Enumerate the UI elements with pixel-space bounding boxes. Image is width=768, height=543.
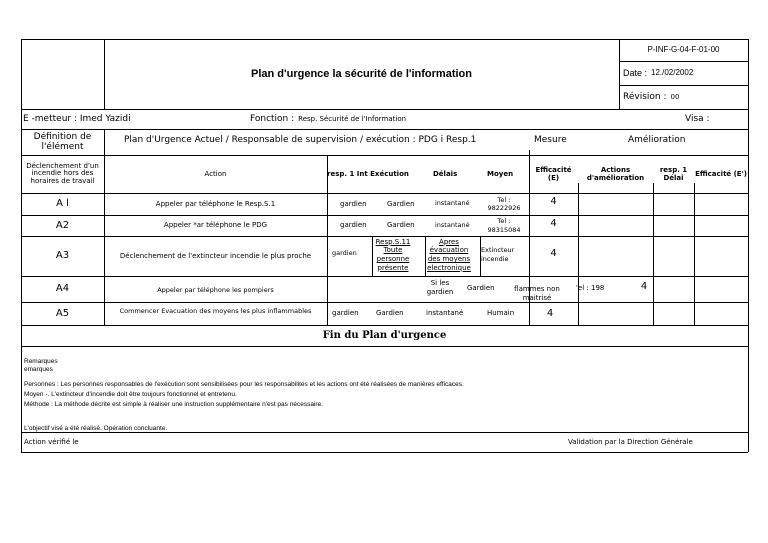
row-execution: Gardien: [387, 199, 415, 208]
emetteur: E -metteur : Imed Yazidi: [23, 113, 131, 124]
row-efficacite: 4: [550, 196, 557, 208]
row-delais: Gardien: [467, 283, 495, 292]
row-efficacite: 4: [546, 307, 554, 319]
col-actions-amelioration: Actions d'amélioration: [586, 165, 645, 182]
row-id: A l: [56, 198, 69, 210]
row-action: Appeler par téléphone les pompiers: [157, 286, 274, 295]
fin-plan-urgence: Fin du Plan d'urgence: [322, 329, 447, 341]
row-efficacite: 4: [550, 218, 557, 230]
remarks-moyen: Moyen -. L'extincteur d'incendie doit être toujours fonctionnel et entretenu.: [24, 391, 237, 398]
row-delais: instantané: [435, 199, 470, 208]
row-resp: gardien: [340, 199, 367, 208]
revision-label: Révision :: [623, 91, 667, 102]
row-action: Appeler par téléphone le Resp.S.1: [155, 199, 276, 208]
document-code: P-INF-G-04-F-01-00: [647, 45, 720, 55]
fonction-label: Fonction :: [250, 113, 295, 124]
visa: Visa :: [685, 113, 710, 124]
remarks-title: Remarques: [24, 358, 58, 365]
row-delais: Apres évacuation des moyens electronique: [427, 237, 471, 272]
col-action: Action: [204, 169, 227, 178]
col-moyen: Moyen: [487, 169, 514, 178]
row-resp: gardien: [332, 309, 359, 318]
mesure-label: Mesure: [534, 134, 567, 145]
revision-value: 00: [670, 92, 680, 101]
row-efficacite: 4: [550, 248, 557, 260]
col-delais: Délais: [433, 169, 458, 178]
col-resp-execution: resp. 1 Int Exécution: [327, 169, 409, 178]
definition-element: Définition de l'élément: [33, 131, 92, 152]
row-delais: instantané: [426, 309, 464, 318]
remarks-objectif: L'objectif visé a été réalisé. Opération concluante.: [24, 425, 168, 432]
col-efficacite-2: Efficacité (E'): [695, 169, 747, 178]
row-moyen: Tel : 98222926: [487, 195, 521, 212]
row-moyen: flammes non maitrisé: [514, 284, 560, 302]
row-id: A2: [55, 219, 70, 231]
row-resp: gardien: [340, 221, 367, 230]
date-field: [623, 61, 693, 85]
row-id: A3: [55, 250, 70, 262]
fonction-value: Resp. Sécurité de l'Information: [298, 114, 407, 123]
row-resp: gardien: [332, 249, 357, 258]
row-id: A5: [55, 307, 70, 319]
revision-field: [623, 85, 679, 109]
remarks-methode: Méthode : La méthode décrite est simple à réaliser une instruction supplémentaire n'est pas nécessaire.: [24, 401, 323, 408]
row-action: Commencer Evacuation des moyens les plus inflammables: [119, 307, 312, 316]
row-moyen: Tel : 98315084: [487, 217, 521, 234]
row-action: Appeler *ar téléphone le PDG: [163, 221, 268, 230]
col-resp-delai: resp. 1 Délai: [659, 165, 688, 182]
remarks-personnes: Personnes : Les personnes responsables de l'exécution sont sensibilisées pour les responsabilités et les actions ont été réalisées de manières efficaces.: [24, 381, 464, 388]
document-title: Plan d'urgence la sécurité de l'information: [250, 67, 472, 80]
validation-direction: Validation par la Direction Générale: [568, 437, 693, 446]
remarks-subtitle: emarques: [24, 366, 53, 373]
amelioration-label: Amélioration: [628, 134, 686, 145]
row-moyen: Extincteur incendie: [481, 245, 515, 263]
row-id: A4: [55, 283, 70, 295]
plan-description: Plan d'Urgence Actuel / Responsable de supervision / exécution : PDG i Resp.1: [124, 134, 477, 145]
row-action: Déclenchement de l'extincteur incendie le plus proche: [119, 251, 312, 260]
fonction-field: [250, 109, 406, 129]
date-value: 12./02/2002: [651, 68, 694, 78]
row-execution: Gardien: [376, 309, 404, 318]
col-declenchement: Déclenchement d'un incendie hors des horaires de travail: [26, 161, 99, 185]
col-efficacite: Efficacité (E): [535, 165, 572, 182]
date-label: Date :: [623, 67, 648, 78]
row-execution: Si les gardien: [426, 278, 454, 296]
row-execution: Resp.S.11 Toute personne présente: [375, 237, 411, 272]
row-efficacite: 4: [640, 281, 648, 293]
row-execution: Gardien: [387, 221, 415, 230]
action-verifie: Action vérifié le: [24, 437, 79, 446]
row-delais: instantané: [435, 220, 470, 229]
row-contact: 'el : 198: [576, 283, 605, 292]
row-moyen: Humain: [487, 309, 515, 318]
